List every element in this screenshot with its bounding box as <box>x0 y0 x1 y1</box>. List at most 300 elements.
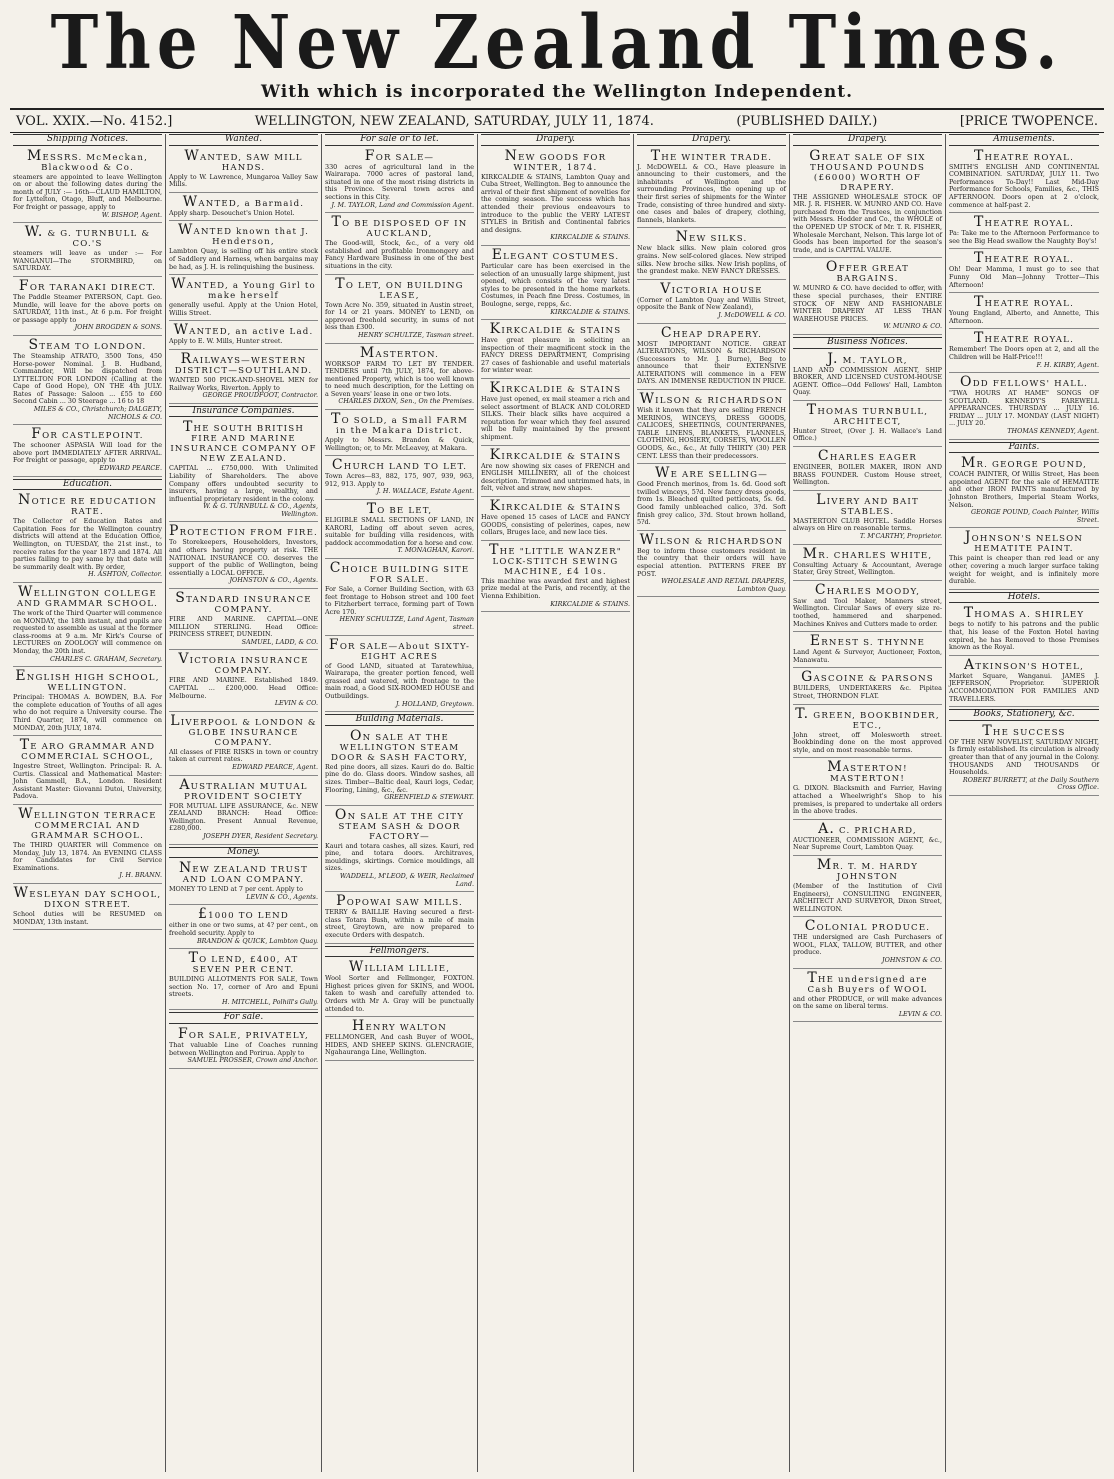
section-heading: Education. <box>13 479 162 491</box>
newspaper-title: The New Zealand Times. <box>50 0 1064 87</box>
section-heading: Drapery. <box>637 134 786 146</box>
ad-body: (Member of the Institution of Civil Engineers), CONSULTING ENGINEER, ARCHITECT AND SURVEYOR, Dixon Street, WELLINGTON. <box>793 881 942 913</box>
column-4 <box>478 134 634 1472</box>
ad-signature: W. & G. TURNBULL & CO., Agents, Wellington. <box>203 502 318 518</box>
ad-heading: LIVERPOOL & LONDON & GLOBE INSURANCE COMPANY. <box>170 712 317 748</box>
ad-heading: J. M. TAYLOR, <box>827 350 908 367</box>
advertisement <box>169 223 318 275</box>
advertisement <box>793 583 942 632</box>
advertisement <box>793 670 942 704</box>
advertisement <box>13 427 162 476</box>
ad-signature: J. H. BRANN. <box>119 871 162 880</box>
advertisement <box>949 149 1099 214</box>
ad-heading: MR. GEORGE POUND, <box>960 455 1088 472</box>
advertisement <box>13 669 162 736</box>
advertisement <box>169 149 318 193</box>
ad-heading: GASCOINE & PARSONS <box>801 669 934 686</box>
ad-body: To Storekeepers, Householders, Investors, and others having property at risk. THE NATIONAL INSURANCE CO. deserves the support of the public of Wellington, being essentially a LOCAL OFFICE. <box>169 538 318 577</box>
ad-signature: KIRKCALDIE & STAINS. <box>550 599 630 608</box>
price: [PRICE TWOPENCE. <box>959 113 1098 129</box>
column-2 <box>166 134 322 1472</box>
ad-signature: SAMUEL PROSSER, Crown and Anchor. <box>187 1056 318 1065</box>
ad-body: The schooner ASPASIA Will load for the above port IMMEDIATELY AFTER ARRIVAL. For freight or passage, apply to <box>13 441 162 465</box>
section-heading: Paints. <box>949 442 1099 454</box>
ad-signature: LEVIN & CO. <box>274 699 318 708</box>
ad-body: MOST IMPORTANT NOTICE. GREAT ALTERATIONS, WILSON & RICHARDSON (Successors to Mr. J. Burne), Beg to announce that their EXTENSIVE ALTERATIONS will commence in a FEW DAYS. AN IMMENSE REDUCTION IN PRICE. <box>637 339 786 386</box>
section-heading: Wanted. <box>169 134 318 146</box>
ad-body: Apply to E. W. Mills, Hunter street. <box>169 337 283 346</box>
ad-body: of Good LAND, situated at Taratewhiua, Wairarapa, the greater portion fenced, well grassed and watered, with frontage to the main road, a Good SIX-ROOMED HOUSE and Outbuildings. <box>325 661 474 700</box>
ad-heading: WANTED, a Barmaid. <box>182 193 305 210</box>
advertisement <box>949 724 1099 796</box>
advertisement <box>637 533 786 598</box>
advertisement <box>637 282 786 324</box>
ad-heading: WILSON & RICHARDSON <box>639 531 784 548</box>
ad-signature: LEVIN & CO. <box>898 1009 942 1018</box>
advertisement <box>325 346 474 411</box>
section-heading: Books, Stationery, &c. <box>949 709 1099 721</box>
ad-signature: W. BISHOP, Agent. <box>101 210 162 219</box>
ad-signature: GREENFIELD & STEWART. <box>384 793 474 802</box>
ad-heading: ERNEST S. THYNNE <box>809 633 926 650</box>
ad-body: LAND AND COMMISSION AGENT, SHIP BROKER, AND LICENSED CUSTOM-HOUSE AGENT. Office—Odd Fellows' Hall, Lambton Quay. <box>793 365 942 397</box>
ad-body: TERRY & BAILLIE Having secured a first-class Totara Bush, within a mile of main street, Greytown, are now prepared to execute Orders with despatch. <box>325 908 474 940</box>
ad-heading: STANDARD INSURANCE COMPANY. <box>175 590 312 616</box>
ad-heading: RAILWAYS—WESTERN DISTRICT—SOUTHLAND. <box>174 350 313 376</box>
advertisement <box>793 634 942 668</box>
ad-heading: KIRKCALDIE & STAINS <box>489 498 622 514</box>
ad-heading: FOR TARANAKI DIRECT. <box>18 277 157 294</box>
ad-body: Town Acre No. 359, situated in Austin street, for 14 or 21 years. MONEY to LEND, on approved freehold security, in sums of not less than £300. <box>325 300 474 332</box>
ad-body: BUILDING ALLOTMENTS FOR SALE, Town section No. 17, corner of Aro and Epuni streets. <box>169 975 318 999</box>
ad-body: The THIRD QUARTER will Commence on Monday, July 13, 1874. An EVENING CLASS for Candidates for Civil Service Examinations. <box>13 841 162 872</box>
section-heading: Business Notices. <box>793 337 942 349</box>
column-7 <box>946 134 1102 1472</box>
section-heading: Shipping Notices. <box>13 134 162 146</box>
column-5 <box>634 134 790 1472</box>
ad-heading: KIRKCALDIE & STAINS <box>489 446 622 463</box>
ad-body: Lambton Quay, is selling off his entire stock of Saddlery and Harness, when bargains may be had, as J. H. is relinquishing the business. <box>169 247 318 271</box>
advertisement <box>637 326 786 391</box>
advertisement <box>481 448 630 497</box>
ad-signature: SAMUEL, LADD, & CO. <box>241 637 318 646</box>
ad-body: Consulting Actuary & Accountant, Average Stater, Grey Street, Wellington. <box>793 560 942 577</box>
ad-heading: NEW GOODS FOR WINTER, 1874. <box>504 147 607 173</box>
ad-body: The Paddle Steamer PATERSON, Capt. Geo. Mundle, will leave for the above ports on SATURDAY, 11th inst., At 6 p.m. For freight or passage apply to <box>13 292 162 324</box>
advertisement <box>169 778 318 845</box>
advertisement <box>949 215 1099 249</box>
section-heading: Drapery. <box>481 134 630 146</box>
advertisement <box>325 277 474 344</box>
ad-body: Apply sharp. Desouchet's Union Hotel. <box>169 208 295 217</box>
section-heading: For sale. <box>169 1012 318 1024</box>
ad-signature: JOHNSTON & CO., Agents. <box>229 576 318 585</box>
advertisement <box>793 547 942 581</box>
advertisement <box>13 279 162 336</box>
section-heading: Fellmongers. <box>325 946 474 958</box>
ad-body: "TWA HOURS AT HAME" SONGS OF SCOTLAND. KENNEDY'S FAREWELL APPEARANCES. THURSDAY ... JULY 16. FRIDAY ... JULY 17. MONDAY (LAST NIGHT) ... JULY 20. <box>949 389 1099 428</box>
advertisement <box>169 591 318 650</box>
ad-heading: THEATRE ROYAL. <box>973 330 1075 347</box>
ad-heading: WELLINGTON COLLEGE AND GRAMMAR SCHOOL. <box>16 583 159 609</box>
section-heading: Building Materials. <box>325 714 474 726</box>
ad-heading: KIRKCALDIE & STAINS <box>489 380 622 397</box>
advertisement <box>793 971 942 1023</box>
ad-heading: W. & G. TURNBULL & CO.'S <box>24 224 151 250</box>
ad-heading: WANTED, a Young Girl to make herself <box>171 276 316 302</box>
ad-heading: THEATRE ROYAL. <box>973 214 1075 231</box>
ad-signature: H. MITCHELL, Polhill's Gully. <box>222 997 318 1006</box>
ad-heading: MASTERTON! MASTERTON! <box>827 759 908 785</box>
ad-body: Land Agent & Surveyor, Auctioneer, Foxton, Manawatu. <box>793 648 942 664</box>
ad-body: (Corner of Lambton Quay and Willis Street, opposite the Bank of New Zealand), <box>637 295 786 312</box>
advertisement <box>13 807 162 884</box>
ad-body: Town Acres—83, 882, 175, 907, 939, 963, 912, 913. Apply to <box>325 472 474 488</box>
ad-signature: HENRY SCHULTZE, Tasman street. <box>357 330 474 339</box>
ad-heading: THE SOUTH BRITISH FIRE AND MARINE INSURANCE COMPANY OF NEW ZEALAND. <box>170 419 317 465</box>
advertisement <box>793 403 942 447</box>
advertisement <box>481 499 630 541</box>
advertisement <box>793 449 942 491</box>
ad-body: begs to notify to his patrons and the public that, his lease of the Foxton Hotel having expired, he has Removed to those Premises known as the Royal. <box>949 620 1099 652</box>
newspaper-columns <box>10 134 1104 1472</box>
ad-signature: JOSEPH DYER, Resident Secretary. <box>203 831 318 840</box>
ad-signature: WHOLESALE AND RETAIL DRAPERS, Lambton Quay. <box>661 577 786 593</box>
ad-body: generally useful. Apply at the Union Hotel, Willis Street. <box>169 301 318 317</box>
ad-heading: A. C. PRICHARD, <box>818 820 917 837</box>
ad-signature: W. MUNRO & CO. <box>883 322 942 331</box>
ad-heading: FOR SALE, PRIVATELY, <box>178 1026 309 1043</box>
ad-signature: GEORGE POUND, Coach Painter, Willis Street. <box>970 508 1099 524</box>
advertisement <box>325 458 474 500</box>
advertisement <box>13 738 162 805</box>
advertisement <box>13 338 162 425</box>
advertisement <box>793 260 942 335</box>
ad-heading: CHARLES EAGER <box>817 448 918 465</box>
ad-body: 330 acres of agricultural land in the Wairarapa. 7000 acres of pastoral land, situated in one of the most rising districts in this Province. Several town acres and sections in this City. <box>325 162 474 201</box>
ad-body: W. MUNRO & CO. have decided to offer, with these special purchases, their ENTIRE STOCK OF NEW AND FASHIONABLE WINTER DRAPERY AT LESS THAN WAREHOUSE PRICES. <box>793 284 942 323</box>
ad-heading: VICTORIA HOUSE <box>660 280 763 297</box>
advertisement <box>169 524 318 589</box>
ad-heading: T. GREEN, BOOKBINDER, ETC., <box>795 705 940 731</box>
ad-heading: WELLINGTON TERRACE COMMERCIAL AND GRAMMAR SCHOOL. <box>18 806 157 842</box>
volume-number: VOL. XXIX.—No. 4152.] <box>16 113 173 129</box>
advertisement <box>793 149 942 259</box>
advertisement <box>325 808 474 893</box>
ad-heading: ENGLISH HIGH SCHOOL, WELLINGTON. <box>15 668 160 694</box>
ad-body: Market Square, Wanganui. JAMES J. JEFFERSON, Proprietor. SUPERIOR ACCOMMODATION FOR FAMILIES AND TRAVELLERS. <box>949 671 1099 703</box>
ad-heading: CHOICE BUILDING SITE FOR SALE. <box>329 560 470 585</box>
column-3 <box>322 134 478 1472</box>
advertisement <box>793 493 942 545</box>
ad-body: steamers will leave as under :— For WANGANUI—The STORMBIRD, on SATURDAY. <box>13 249 162 273</box>
advertisement <box>325 638 474 713</box>
masthead <box>0 0 1114 104</box>
ad-body: Principal: THOMAS A. BOWDEN, B.A. For the complete education of Youths of all ages who do not require a University course. The Third Quarter, 1874, will commence on MONDAY, 20th JULY, 1874. <box>13 693 162 732</box>
ad-body: Particular care has been exercised in the selection of an unusually large shipment, just opened, which consists of the very latest styles to be presented in the home markets. Costumes, in Peach fine Dress. Costumes, in Boulogne, serge, repps, &c. <box>481 261 630 308</box>
ad-body: Red pine doors, all sizes. Kauri do do. Baltic pine do do. Glass doors. Window sashes, all sizes. Timber—Baltic deal, Kauri logs, Cedar, Flooring, Lining, &c., &c. <box>325 762 474 794</box>
section-heading: Hotels. <box>949 592 1099 604</box>
ad-body: Ingestre Street, Wellington. Principal: R. A. Curtis. Classical and Mathematical Master: John Gammell, B.A., London. Resident Assistant Master: Giovanni Dutoi, University, Padova. <box>13 762 162 801</box>
ad-heading: THOMAS TURNBULL, ARCHITECT, <box>806 401 929 427</box>
advertisement <box>169 195 318 222</box>
advertisement <box>325 894 474 943</box>
ad-heading: KIRKCALDIE & STAINS <box>489 321 622 338</box>
ad-body: All classes of FIRE RISKS in town or country taken at current rates. <box>169 747 318 764</box>
ad-body: WANTED 500 PICK-AND-SHOVEL MEN for Railway Works, Riverton. Apply to <box>169 375 318 392</box>
advertisement <box>637 392 786 464</box>
ad-signature: J. M. TAYLOR, Land and Commission Agent. <box>331 200 474 209</box>
ad-body: Wool Sorter and Fellmonger, FOXTON. Highest prices given for SKINS, and WOOL taken to wash and carefully attended to. Orders with Mr A. Gray will be punctually attended to. <box>325 974 474 1013</box>
ad-body: COACH PAINTER, Of Willis Street, Has been appointed AGENT for the sale of HEMATITE and other IRON PAINTS manufactured by Johnston Brothers, Imperial Steam Works, Nelson. <box>949 470 1099 509</box>
section-heading: Amusements. <box>949 134 1099 146</box>
advertisement <box>637 149 786 229</box>
ad-signature: EDWARD PEARCE. <box>99 464 162 473</box>
ad-heading: MR. T. M. HARDY JOHNSTON <box>816 856 919 882</box>
ad-signature: LEVIN & CO., Agents. <box>246 892 318 901</box>
ad-body: Have opened 15 cases of LACE and FANCY GOODS, consisting of pelerines, capes, new collars, Bruges lace, and new lace ties. <box>481 513 630 537</box>
ad-body: ENGINEER, BOILER MAKER, IRON AND BRASS FOUNDER. Custom House street, Wellington. <box>793 463 942 487</box>
ad-signature: EDWARD PEARCE, Agent. <box>232 762 318 771</box>
ad-body: John street, off Molesworth street. Bookbinding done on the most approved style, and on most reasonable terms. <box>793 730 942 754</box>
ad-heading: GREAT SALE OF SIX THOUSAND POUNDS (£6000) WORTH OF DRAPERY. <box>809 147 926 193</box>
advertisement <box>169 323 318 350</box>
ad-heading: VICTORIA INSURANCE COMPANY. <box>178 651 309 677</box>
ad-body: Apply to W. Lawrence, Mungaroa Valley Saw Mills. <box>169 172 318 189</box>
ad-heading: NEW SILKS. <box>675 229 748 246</box>
ad-body: Hunter Street, (Over J. H. Wallace's Land Office.) <box>793 426 942 443</box>
ad-signature: GEORGE PROUDFOOT, Contractor. <box>202 391 318 400</box>
advertisement <box>793 919 942 968</box>
ad-heading: TO BE LET, <box>366 501 433 518</box>
newspaper-subtitle: With which is incorporated the Wellington Independent. <box>260 82 853 102</box>
ad-heading: LIVERY AND BAIT STABLES. <box>816 491 919 517</box>
advertisement <box>481 381 630 446</box>
advertisement <box>949 530 1099 589</box>
ad-body: For Sale, a Corner Building Section, with 63 feet frontage to Hobson street and 100 feet to Fitzherbert terrace, forming part of Town Acre 170. <box>325 585 474 616</box>
section-heading: Money. <box>169 847 318 859</box>
ad-body: and other PRODUCE, or will make advances on the same on liberal terms. <box>793 994 942 1011</box>
ad-body: Apply to Messrs. Brandon & Quick, Wellington; or, to Mr. McLeavey, at Makara. <box>325 436 474 452</box>
ad-heading: MR. CHARLES WHITE, <box>802 545 933 562</box>
ad-body: Saw and Tool Maker, Manners street, Wellington. Circular Saws of every size re-toothed, hammered and sharpened. Machines Knives and Cutters made to order. <box>793 596 942 628</box>
ad-signature: J. H. WALLACE, Estate Agent. <box>376 487 474 496</box>
ad-body: The Collector of Education Rates and Capitation Fees for the Wellington country districts will attend at the Education Office, Wellington, on TUESDAY, the 21st inst., to receive rates for the year 1873 and 1874. All parties failing to pay same by that date will be summarily dealt with. By order, <box>13 517 162 571</box>
ad-body: The Good-will, Stock, &c., of a very old established and profitable Ironmongery and Fancy Hardware Business in one of the best situations in the city. <box>325 239 474 270</box>
ad-heading: WANTED, an active Lad. <box>173 322 314 339</box>
ad-body: BUILDERS, UNDERTAKERS &c. Pipitea Street, THORNDON FLAT. <box>793 684 942 700</box>
advertisement <box>325 561 474 636</box>
ad-heading: FOR CASTLEPOINT. <box>31 426 144 443</box>
ad-body: Have great pleasure in soliciting an inspection of their magnificent stock in the FANCY DRESS DEPARTMENT, Comprising 27 cases of fashionable and useful materials for winter wear. <box>481 336 630 375</box>
ad-heading: THE WINTER TRADE. <box>650 147 773 164</box>
ad-body: MONEY TO LEND at 7 per cent. Apply to <box>169 885 303 894</box>
advertisement <box>949 658 1099 707</box>
ad-heading: WANTED, SAW MILL HANDS. <box>184 147 303 173</box>
advertisement <box>169 277 318 321</box>
ad-body: SMITH'S ENGLISH AND CONTINENTAL COMBINATION. SATURDAY, JULY 11. Two Performances To-Day!! Last Mid-Day Performance for Schools, Families, &c., THIS AFTERNOON. Doors open at 2 o'clock, commence at half-past 2. <box>949 162 1099 209</box>
ad-heading: THE undersigned are Cash Buyers of WOOL <box>807 969 928 995</box>
ad-signature: J. McDOWELL & CO. <box>718 310 786 319</box>
ad-body: FIRE AND MARINE. Established 1849. CAPITAL ... £200,000. Head Office: Melbourne. <box>169 676 318 700</box>
ad-body: This paint is cheaper than red lead or any other, covering a much larger surface taking weight for weight, and is infinitely more durable. <box>949 554 1099 586</box>
ad-body: Young England, Alberto, and Annette, This Afternoon. <box>949 309 1099 325</box>
advertisement <box>949 375 1099 440</box>
advertisement <box>793 707 942 759</box>
advertisement <box>637 466 786 531</box>
advertisement <box>325 215 474 274</box>
advertisement <box>793 822 942 856</box>
ad-body: J. McDOWELL & CO., Have pleasure in announcing to their customers, and the inhabitants of Wellington and the surrounding Provinces, the opening up of their first series of shipments for the Winter Trade, consisting of three hundred and sixty-one cases and bales of drapery, clothing, flannels, blankets. <box>637 162 786 224</box>
ad-signature: F. H. KIRBY, Agent. <box>1036 360 1099 369</box>
ad-heading: CHURCH LAND TO LET. <box>331 457 468 474</box>
ad-body: MASTERTON CLUB HOTEL. Saddle Horses always on Hire on reasonable terms. <box>793 516 942 533</box>
advertisement <box>949 295 1099 329</box>
ad-signature: JOHN BROGDEN & SONS. <box>74 323 162 332</box>
advertisement <box>13 886 162 930</box>
ad-heading: THOMAS A. SHIRLEY <box>963 605 1085 622</box>
advertisement <box>169 951 318 1010</box>
advertisement <box>793 858 942 917</box>
ad-heading: COLONIAL PRODUCE. <box>804 918 931 935</box>
advertisement <box>13 585 162 667</box>
ad-body: Beg to inform those customers resident in the country that their orders will have especial attention. PATTERNS FREE BY POST. <box>637 546 786 578</box>
ad-heading: AUSTRALIAN MUTUAL PROVIDENT SOCIETY <box>179 776 308 802</box>
ad-heading: THE SUCCESS <box>982 722 1066 739</box>
advertisement <box>949 606 1099 655</box>
ad-heading: MASTERTON. <box>359 344 440 361</box>
ad-heading: THEATRE ROYAL. <box>973 294 1075 311</box>
ad-heading: NOTICE RE EDUCATION RATE. <box>18 492 157 518</box>
ad-body: THE ASSIGNED WHOLESALE STOCK OF MR. J. R. FISHER. W. MUNRO AND CO. Have purchased from the Trustees, in conjunction with Messrs. Hodder and Co., the WHOLE of the OPENED UP STOCK of Mr. T. R. FISHER, Wholesale Merchant, Nelson. This large lot of Goods has been imported for the season's trade, and is CAPITAL VALUE. <box>793 192 942 254</box>
ad-body: FOR MUTUAL LIFE ASSURANCE, &c. NEW ZEALAND BRANCH: Head Office: Wellington. Present Annual Revenue, £280,000. <box>169 801 318 833</box>
ad-heading: NEW ZEALAND TRUST AND LOAN COMPANY. <box>178 860 309 886</box>
ad-heading: WILLIAM LILLIE, <box>348 959 451 976</box>
advertisement <box>949 251 1099 293</box>
ad-body: Wish it known that they are selling FRENCH MERINOS, WINCEYS, DRESS GOODS, CALICOES, SHEETINGS, COUNTERPANES, TABLE LINENS, BLANKETS, FLANNELS, CLOTHING, HOSIERY, CORSETS, WOOLLEN GOODS, &c., &c., At fully THIRTY (30) PER CENT. LESS than their predecessors. <box>637 406 786 460</box>
ad-heading: TO LEND, £400, AT SEVEN PER CENT. <box>188 950 299 976</box>
ad-heading: JOHNSON'S NELSON HEMATITE PAINT. <box>964 529 1084 555</box>
ad-body: The work of the Third Quarter will commence on MONDAY, the 18th instant, and pupils are requested to assemble as usual at the former class-rooms at 9 a.m. Mr Kirk's Course of LECTURES on ZOOLOGY will commence on Monday, the 20th inst. <box>13 608 162 655</box>
ad-signature: CHARLES C. GRAHAM, Secretary. <box>49 654 162 663</box>
ad-body: FIRE AND MARINE. CAPITAL—ONE MILLION STERLING. Head Office: PRINCESS STREET, DUNEDIN. <box>169 615 318 639</box>
ad-body: Oh! Dear Mamma, I must go to see that Funny Old Man—Johnny Trotter—This Afternoon! <box>949 265 1099 289</box>
ad-heading: ON SALE AT THE CITY STEAM SASH & DOOR FACTORY— <box>334 806 465 842</box>
ad-signature: MILES & CO., Christchurch; DALGETY, NICHOLS & CO. <box>33 405 162 421</box>
ad-heading: WE ARE SELLING— <box>654 465 769 482</box>
ad-body: ELIGIBLE SMALL SECTIONS OF LAND, IN KARORI, Lading off about seven acres, suitable for building villa residences, with paddock accommodation for a horse and cow. <box>325 516 474 547</box>
ad-signature: THOMAS KENNEDY, Agent. <box>1007 427 1099 436</box>
advertisement <box>793 352 942 401</box>
ad-signature: KIRKCALDIE & STAINS. <box>550 307 630 316</box>
advertisement <box>325 729 474 806</box>
ad-signature: ROBERT BURRETT, at the Daily Southern Cross Office. <box>962 775 1099 792</box>
ad-signature: J. HOLLAND, Greytown. <box>395 699 474 708</box>
section-heading: Insurance Companies. <box>169 406 318 418</box>
ad-body: WORKSOP FARM TO LET BY TENDER. TENDERS until 7th JULY, 1874, for above-mentioned Property, which is too well known to need much description, for the Letting on a Seven years' lease in one or two lots. <box>325 359 474 398</box>
advertisement <box>637 230 786 279</box>
ad-heading: PROTECTION FROM FIRE. <box>169 523 318 540</box>
ad-signature: CHARLES DIXON, Sen., On the Premises. <box>338 397 474 406</box>
advertisement <box>949 456 1099 528</box>
advertisement <box>325 960 474 1017</box>
advertisement <box>169 714 318 776</box>
ad-body: G. DIXON. Blacksmith and Farrier, Having attached a Wheelwright's Shop to his premises, is prepared to undertake all orders in the above trades. <box>793 784 942 816</box>
ad-body: OF THE NEW NOVELIST, SATURDAY NIGHT, Is firmly established. Its circulation is already greater than that of any journal in the Colony. THOUSANDS AND THOUSANDS Of Households. <box>949 737 1099 777</box>
published-daily: (PUBLISHED DAILY.) <box>736 113 878 129</box>
ad-body: FELLMONGER, And cash Buyer of WOOL, HIDES, AND SHEEP SKINS. GLENCRAGIE, Ngahauranga Line, Wellington. <box>325 1033 474 1057</box>
ad-heading: TE ARO GRAMMAR AND COMMERCIAL SCHOOL, <box>19 737 156 763</box>
advertisement <box>169 1027 318 1069</box>
ad-body: This machine was awarded first and highest prize medal at the Paris, and recently, at the Vienna Exhibition. <box>481 576 630 600</box>
ad-heading: ATKINSON'S HOTEL, <box>964 656 1084 673</box>
ad-signature: JOHNSTON & CO. <box>882 956 942 965</box>
ad-body: CAPITAL ... £750,000. With Unlimited Liability of Shareholders. The above Company offers undoubted security to insurers, having a large, wealthy, and influential proprietary resident in the colony. <box>169 464 318 503</box>
ad-heading: OFFER GREAT BARGAINS. <box>825 259 910 285</box>
ad-heading: WILSON & RICHARDSON <box>639 391 784 408</box>
ad-heading: THE "LITTLE WANZER" LOCK-STITCH SEWING MACHINE, £4 10s. <box>489 541 622 577</box>
ad-body: steamers are appointed to leave Wellington on or about the following dates during the month of JULY :— 16th—CLAUD HAMILTON, for Lyttelton, Otago, Bluff, and Melbourne. For freight or passage, apply to <box>13 172 162 211</box>
ad-signature: HENRY SCHULTZE, Land Agent, Tasman street. <box>339 615 474 631</box>
advertisement <box>169 652 318 711</box>
ad-heading: FOR SALE—About SIXTY-EIGHT ACRES <box>328 636 471 662</box>
advertisement <box>169 352 318 404</box>
advertisement <box>325 149 474 214</box>
ad-heading: WESLEYAN DAY SCHOOL, DIXON STREET. <box>13 885 162 911</box>
ad-body: Are now showing six cases of FRENCH and ENGLISH MILLINERY, all of the choicest description. Trimmed and untrimmed hats, in felt, velvet and straw, new shapes. <box>481 461 630 493</box>
ad-body: Have just opened, ex mail steamer a rich and select assortment of BLACK AND COLORED SILKS. Their black silks have acquired a reputation for wear which they feel assured will be fully maintained by the present shipment. <box>481 395 630 442</box>
ad-heading: HENRY WALTON <box>352 1018 447 1035</box>
advertisement <box>481 543 630 612</box>
ad-signature: H. ASHTON, Collector. <box>88 570 162 579</box>
ad-body: School duties will be RESUMED on MONDAY, 13th instant. <box>13 910 162 926</box>
ad-body: Kauri and totara cashes, all sizes. Kauri, red pine, and totara doors. Architraves, mouldings, skirtings. Cornice mouldings, all sizes. <box>325 841 474 873</box>
advertisement <box>325 1019 474 1061</box>
ad-body: That valuable Line of Coaches running between Wellington and Porirua. Apply to <box>169 1041 318 1057</box>
ad-signature: KIRKCALDIE & STAINS. <box>550 233 630 242</box>
ad-heading: CHEAP DRAPERY. <box>660 324 763 341</box>
ad-heading: ELEGANT COSTUMES. <box>491 246 620 263</box>
ad-body: AUCTIONEER, COMMISSION AGENT, &c., Near Supreme Court, Lambton Quay. <box>793 835 942 852</box>
column-1 <box>10 134 166 1472</box>
ad-heading: TO LET, ON BUILDING LEASE, <box>335 275 464 301</box>
ad-signature: T. M'CARTHY, Proprietor. <box>859 532 942 541</box>
place-date: WELLINGTON, NEW ZEALAND, SATURDAY, JULY 11, 1874. <box>254 113 654 129</box>
ad-heading: TO BE DISPOSED OF IN AUCKLAND, <box>331 214 468 240</box>
ad-body: Remember! The Doors open at 2, and all the Children will be Half-Price!!! <box>949 345 1099 361</box>
ad-heading: CHARLES MOODY, <box>814 581 921 598</box>
ad-heading: ON SALE AT THE WELLINGTON STEAM DOOR & SASH FACTORY, <box>330 727 469 763</box>
ad-body: either in one or two sums, at 4? per cent., on freehold security. Apply to <box>169 921 318 937</box>
ad-signature: WADDELL, M'LEOD, & WEIR, Reclaimed Land. <box>339 872 474 888</box>
advertisement <box>481 322 630 379</box>
ad-heading: POPOWAI SAW MILLS. <box>336 893 463 910</box>
column-6 <box>790 134 946 1472</box>
ad-heading: THEATRE ROYAL. <box>973 147 1075 164</box>
ad-signature: T. MONAGHAN, Karori. <box>397 546 474 555</box>
ad-heading: TO SOLD, a Small FARM in the Makara District. <box>331 411 468 437</box>
ad-heading: WANTED known that J. Henderson, <box>177 222 310 248</box>
advertisement <box>13 493 162 583</box>
ad-heading: MESSRS. McMeckan, Blackwood & Co. <box>26 147 149 173</box>
ad-heading: FOR SALE— <box>364 147 435 164</box>
section-heading: Drapery. <box>793 134 942 146</box>
section-heading: For sale or to let. <box>325 134 474 146</box>
advertisement <box>169 861 318 905</box>
advertisement <box>13 225 162 277</box>
ad-heading: ODD FELLOWS' HALL. <box>960 374 1088 391</box>
ad-body: The Steamship ATRATO, 3500 Tons, 450 Horse-power Nominal. J. B. Hudband, Commander, Will be dispatched from LYTTELTON FOR LONDON (Calling at the Cape of Good Hope), ON THE 4th JULY. Rates of Passage: Saloon ... £55 to £60 Second Cabin ... 30 Steerage ... 16 to 18 <box>13 351 162 406</box>
